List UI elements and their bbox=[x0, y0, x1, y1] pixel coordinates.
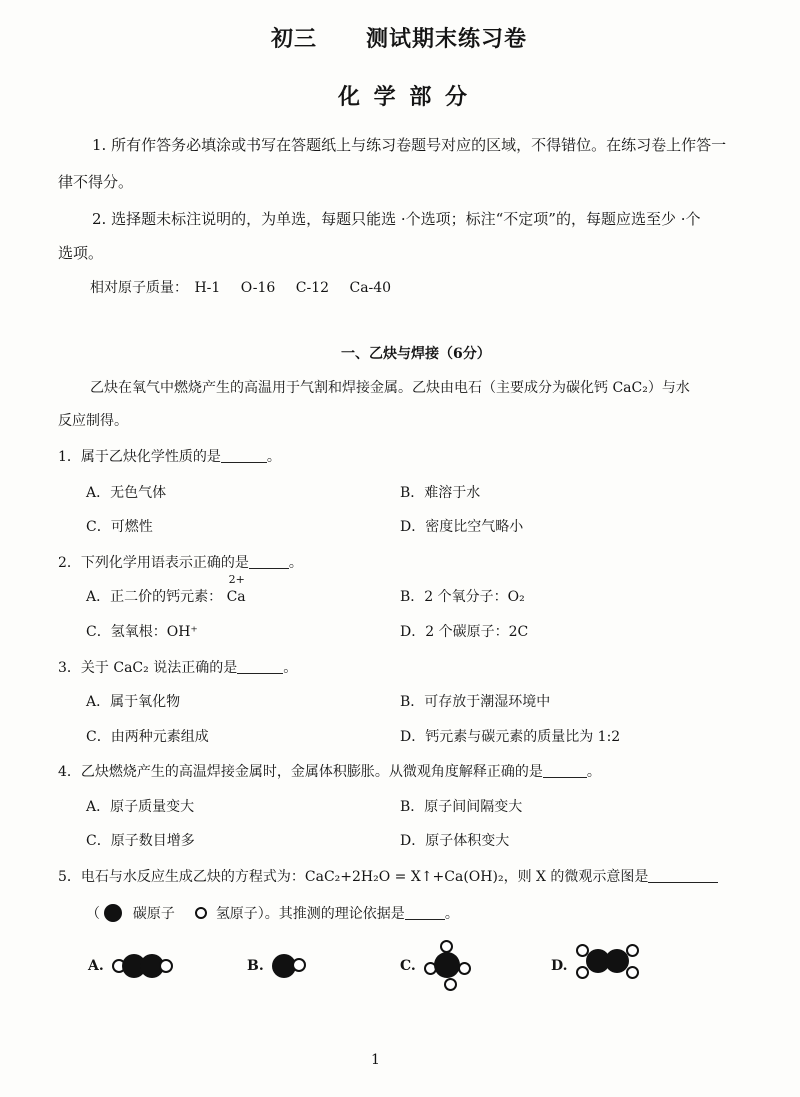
q4-option-c: C．原子数目增多 bbox=[86, 833, 195, 849]
q3-option-d: D．钙元素与碳元素的质量比为 1:2 bbox=[400, 729, 621, 745]
note-1-line-1: 1. 所有作答务必填涂或书写在答题纸上与练习卷题号对应的区域，不得错位。在练习卷上作答一 bbox=[92, 136, 727, 154]
question-end: 。 bbox=[586, 764, 601, 780]
note-2-line-1: 2. 选择题未标注说明的，为单选，每题只能选 ·个选项；标注“不定项”的，每题应选至少 ·个 bbox=[92, 210, 701, 228]
section-intro-line-1: 乙炔在氧气中燃烧产生的高温用于气割和焊接金属。乙炔由电石（主要成分为碳化钙 CaC₂）与水 bbox=[90, 380, 690, 396]
answer-blank bbox=[249, 555, 289, 569]
atomic-masses bbox=[90, 277, 391, 297]
answer-blank bbox=[405, 906, 445, 920]
q5-choice-b-label: B. bbox=[247, 958, 264, 974]
carbon-atom-icon bbox=[104, 904, 122, 922]
answer-blank bbox=[648, 869, 718, 883]
answer-blank bbox=[543, 764, 587, 778]
charge-label: 2+ bbox=[228, 573, 245, 586]
mass-h: H-1 bbox=[194, 280, 221, 296]
q2-option-b: B．2 个氧分子：O₂ bbox=[400, 589, 525, 605]
molecule-d-icon bbox=[574, 942, 644, 982]
atom-legend bbox=[86, 903, 459, 923]
calcium-symbol bbox=[226, 573, 246, 605]
question-3-text: 3．关于 CaC₂ 说法正确的是 bbox=[58, 660, 238, 676]
q1-option-a: A．无色气体 bbox=[86, 485, 167, 501]
question-1-text: 1．属于乙炔化学性质的是 bbox=[58, 449, 221, 465]
q3-option-c: C．由两种元素组成 bbox=[86, 729, 209, 745]
question-5-text: 5．电石与水反应生成乙炔的方程式为：CaC₂+2H₂O = X↑+Ca(OH)₂，则 X 的微观示意图是 bbox=[58, 869, 649, 885]
q2-option-d: D．2 个碳原子：2C bbox=[400, 624, 529, 640]
atomic-masses-label: 相对原子质量： bbox=[90, 280, 188, 296]
q2-option-c: C．氢氧根：OH⁺ bbox=[86, 624, 198, 640]
q4-option-d: D．原子体积变大 bbox=[400, 833, 510, 849]
q4-option-b: B．原子间间隔变大 bbox=[400, 799, 523, 815]
page-title: 测试期末练习卷 bbox=[366, 27, 528, 52]
q2-option-a-text: A．正二价的钙元素： bbox=[86, 589, 223, 605]
mass-o: O-16 bbox=[240, 280, 276, 296]
section-subtitle: 化 学 部 分 bbox=[338, 85, 470, 110]
section-heading: 一、乙炔与焊接（6分） bbox=[341, 346, 491, 362]
section-intro-line-2: 反应制得。 bbox=[58, 413, 128, 429]
question-3-stem bbox=[58, 657, 297, 677]
q4-option-a: A．原子质量变大 bbox=[86, 799, 195, 815]
q1-option-c: C．可燃性 bbox=[86, 519, 153, 535]
question-end: 。 bbox=[266, 449, 281, 465]
q5-choice-a-label: A. bbox=[88, 958, 104, 974]
hydrogen-atom-icon bbox=[195, 907, 207, 919]
q5-choice-d-label: D. bbox=[551, 958, 568, 974]
legend-end: 。 bbox=[444, 906, 459, 922]
q2-option-a bbox=[86, 573, 246, 606]
page-number: 1 bbox=[371, 1052, 380, 1068]
q3-option-b: B．可存放于潮湿环境中 bbox=[400, 694, 551, 710]
molecule-a-icon bbox=[112, 952, 172, 980]
answer-blank bbox=[221, 449, 267, 463]
answer-blank bbox=[237, 660, 283, 674]
question-end: 。 bbox=[288, 555, 303, 571]
q1-option-d: D．密度比空气略小 bbox=[400, 519, 524, 535]
question-2-text: 2．下列化学用语表示正确的是 bbox=[58, 555, 249, 571]
note-1-line-2: 律不得分。 bbox=[58, 173, 134, 191]
mass-ca: Ca-40 bbox=[349, 280, 392, 296]
mass-c: C-12 bbox=[295, 280, 330, 296]
q3-option-a: A．属于氧化物 bbox=[86, 694, 181, 710]
question-end: 。 bbox=[283, 660, 298, 676]
q1-option-b: B．难溶于水 bbox=[400, 485, 481, 501]
note-2-line-2: 选项。 bbox=[58, 244, 104, 262]
question-1-stem bbox=[58, 446, 281, 466]
molecule-b-icon bbox=[272, 952, 312, 980]
question-2-stem bbox=[58, 552, 303, 572]
title-grade: 初三 bbox=[271, 27, 318, 52]
question-5-stem bbox=[58, 866, 718, 886]
question-4-text: 4．乙炔燃烧产生的高温焊接金属时，金属体积膨胀。从微观角度解释正确的是 bbox=[58, 764, 543, 780]
legend-carbon-label: 碳原子 bbox=[132, 906, 175, 922]
element-symbol: Ca bbox=[226, 589, 246, 605]
legend-open: （ bbox=[86, 906, 100, 922]
q5-choice-c-label: C. bbox=[400, 958, 416, 974]
question-4-stem bbox=[58, 761, 601, 781]
molecule-c-icon bbox=[424, 940, 474, 992]
legend-hydrogen-label: 氢原子）。其推测的理论依据是 bbox=[215, 906, 405, 922]
